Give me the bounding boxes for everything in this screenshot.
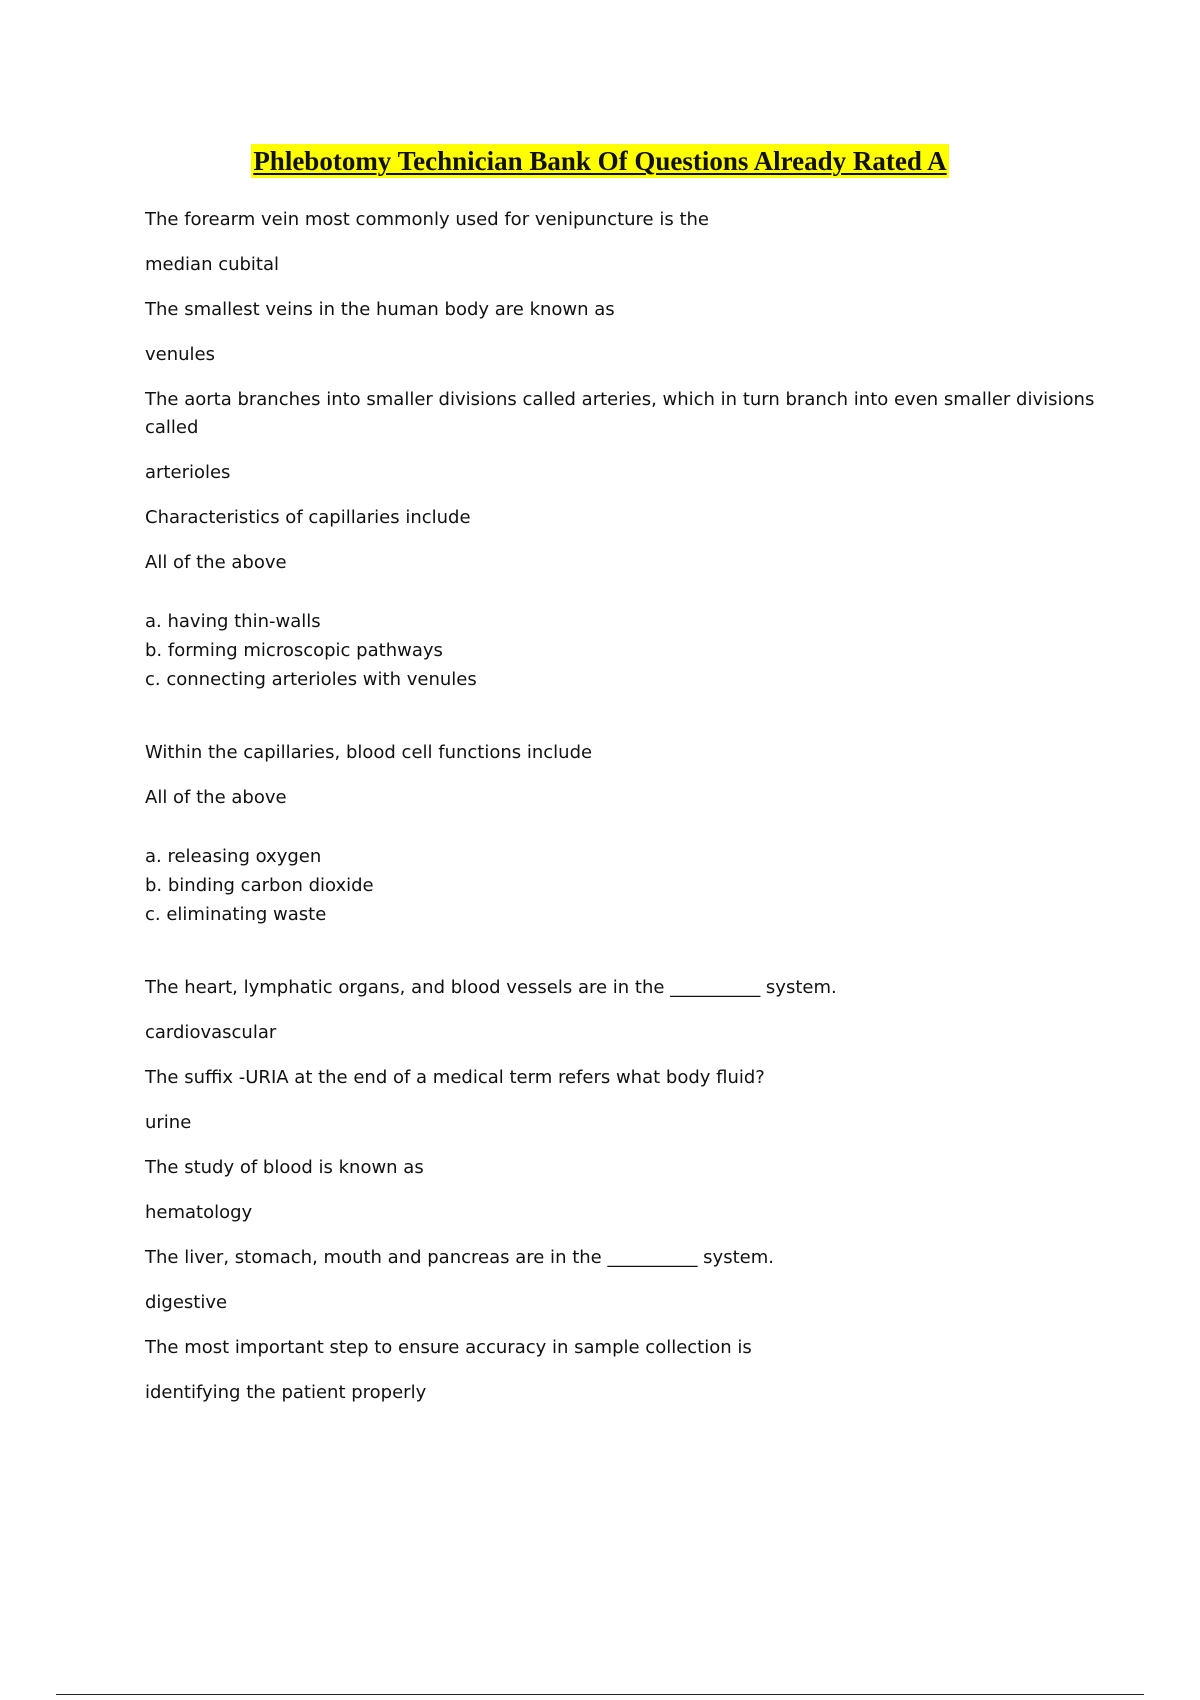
qa-block-9 (145, 1244, 1095, 1317)
qa-block-7 (145, 1064, 1095, 1137)
question-text: The smallest veins in the human body are known as (145, 299, 615, 320)
question-text: Within the capillaries, blood cell functions include (145, 742, 593, 763)
option-item: a. releasing oxygen (145, 846, 322, 867)
qa-block-1 (145, 206, 1095, 279)
answer-text: All of the above (145, 787, 287, 808)
question-text: The heart, lymphatic organs, and blood vessels are in the __________ system. (145, 977, 837, 998)
answer-text: cardiovascular (145, 1022, 277, 1043)
qa-block-10 (145, 1334, 1095, 1407)
option-item: b. forming microscopic pathways (145, 640, 443, 661)
question-text: The liver, stomach, mouth and pancreas are in the __________ system. (145, 1247, 774, 1268)
question-text: Characteristics of capillaries include (145, 507, 471, 528)
title-wrap (0, 144, 1200, 178)
answer-text: digestive (145, 1292, 228, 1313)
option-item: c. connecting arterioles with venules (145, 669, 477, 690)
question-text: The most important step to ensure accuracy in sample collection is (145, 1337, 752, 1358)
question-text: The aorta branches into smaller divisions called arteries, which in turn branch into even smaller divisions called (145, 389, 1095, 438)
qa-block-2 (145, 296, 1095, 369)
answer-text: venules (145, 344, 215, 365)
question-list (145, 206, 1095, 1424)
answer-text: median cubital (145, 254, 280, 275)
option-item: c. eliminating waste (145, 904, 327, 925)
answer-text: arterioles (145, 462, 231, 483)
qa-block-6 (145, 974, 1095, 1047)
answer-text: identifying the patient properly (145, 1382, 427, 1403)
option-item: a. having thin-walls (145, 611, 321, 632)
question-text: The suffix -URIA at the end of a medical term refers what body fluid? (145, 1067, 765, 1088)
question-text: The study of blood is known as (145, 1157, 424, 1178)
answer-text: urine (145, 1112, 192, 1133)
document-title: Phlebotomy Technician Bank Of Questions Already Rated A (253, 146, 947, 176)
qa-block-8 (145, 1154, 1095, 1227)
option-item: b. binding carbon dioxide (145, 875, 374, 896)
answer-options (145, 842, 1095, 929)
qa-block-4 (145, 504, 1095, 694)
answer-text: All of the above (145, 552, 287, 573)
footer-divider (56, 1694, 1144, 1695)
answer-options (145, 607, 1095, 694)
question-text: The forearm vein most commonly used for venipuncture is the (145, 209, 709, 230)
answer-text: hematology (145, 1202, 253, 1223)
qa-block-5 (145, 739, 1095, 929)
qa-block-3 (145, 386, 1095, 487)
